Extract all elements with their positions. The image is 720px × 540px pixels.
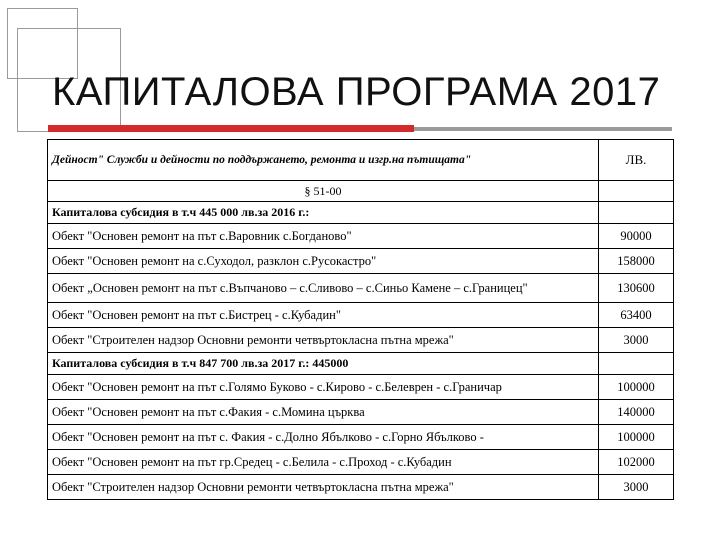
object-value: 63400 xyxy=(599,303,674,328)
object-name: Обект "Основен ремонт на път с.Факия - с.Момина църква xyxy=(48,400,599,425)
empty-cell xyxy=(599,202,674,224)
table-row xyxy=(48,375,674,400)
activity-header: Дейност" Служби и дейности по поддържането, ремонта и изгр.на пътищата" xyxy=(48,140,599,181)
title-underline-red xyxy=(48,125,414,132)
object-name: Обект "Основен ремонт на път гр.Средец - с.Белила - с.Проход - с.Кубадин xyxy=(48,450,599,475)
subsidy-2016-label: Капиталова субсидия в т.ч 445 000 лв.за 2016 г.: xyxy=(48,202,599,224)
capital-program-table xyxy=(47,139,674,500)
object-value: 102000 xyxy=(599,450,674,475)
table-row xyxy=(48,400,674,425)
table-row xyxy=(48,328,674,353)
object-value: 140000 xyxy=(599,400,674,425)
section-code: § 51-00 xyxy=(48,181,599,202)
object-value: 90000 xyxy=(599,224,674,249)
unit-header: ЛВ. xyxy=(599,140,674,181)
table-row xyxy=(48,475,674,500)
object-name: Обект "Строителен надзор Основни ремонти четвъртокласна пътна мрежа" xyxy=(48,328,599,353)
object-value: 100000 xyxy=(599,425,674,450)
object-name: Обект "Основен ремонт на с.Суходол, разклон с.Русокастро" xyxy=(48,249,599,274)
title-underline-gray xyxy=(414,127,672,131)
object-value: 3000 xyxy=(599,475,674,500)
empty-cell xyxy=(599,353,674,375)
table-header-row xyxy=(48,140,674,181)
table-row xyxy=(48,450,674,475)
object-name: Обект "Основен ремонт на път с.Бистрец - с.Кубадин" xyxy=(48,303,599,328)
object-name: Обект "Основен ремонт на път с.Голямо Буково - с.Кирово - с.Белеврен - с.Граничар xyxy=(48,375,599,400)
subsidy-header-row xyxy=(48,202,674,224)
page-title: КАПИТАЛОВА ПРОГРАМА 2017 xyxy=(52,70,661,114)
object-name: Обект "Основен ремонт на път с. Факия - с.Долно Ябълково - с.Горно Ябълково - xyxy=(48,425,599,450)
table-row xyxy=(48,274,674,303)
object-value: 130600 xyxy=(599,274,674,303)
empty-cell xyxy=(599,181,674,202)
object-value: 100000 xyxy=(599,375,674,400)
table-row xyxy=(48,224,674,249)
object-name: Обект "Основен ремонт на път с.Варовник с.Богданово" xyxy=(48,224,599,249)
object-name: Обект „Основен ремонт на път с.Въпчаново – с.Сливово – с.Синьо Камене – с.Границец" xyxy=(48,274,599,303)
table-row xyxy=(48,303,674,328)
decorative-square-small xyxy=(7,8,78,79)
object-value: 3000 xyxy=(599,328,674,353)
table-row xyxy=(48,425,674,450)
subsidy-2017-label: Капиталова субсидия в т.ч 847 700 лв.за 2017 г.: 445000 xyxy=(48,353,599,375)
section-row xyxy=(48,181,674,202)
object-name: Обект "Строителен надзор Основни ремонти четвъртокласна пътна мрежа" xyxy=(48,475,599,500)
subsidy-header-row xyxy=(48,353,674,375)
object-value: 158000 xyxy=(599,249,674,274)
table-row xyxy=(48,249,674,274)
